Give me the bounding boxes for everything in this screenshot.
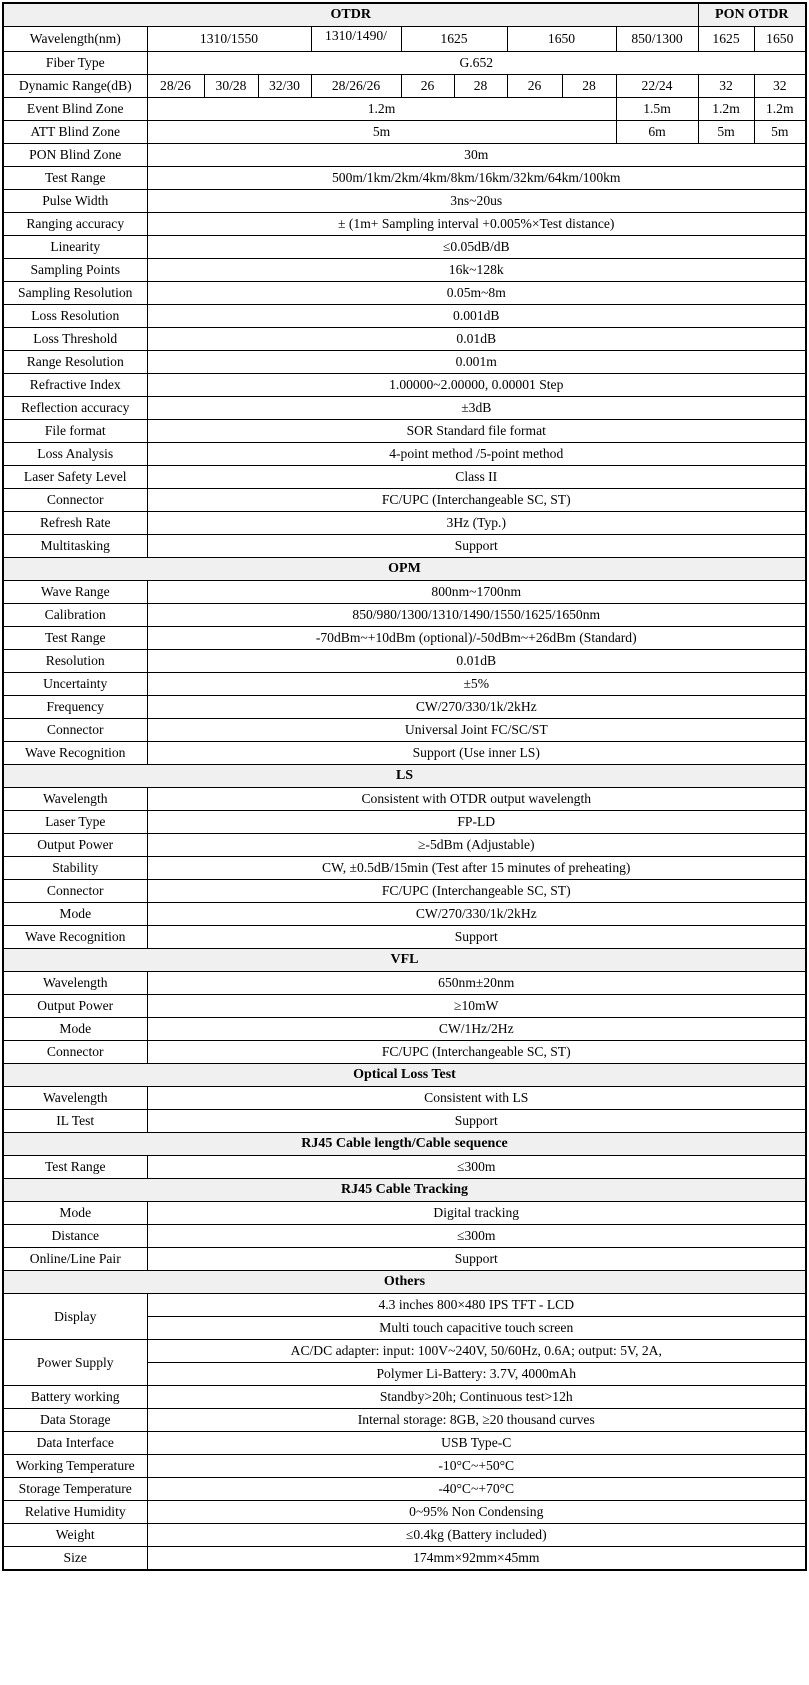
table-row [3,627,806,650]
table-row [3,1386,806,1409]
row-label: Mode [3,1018,147,1041]
row-value: 32 [698,75,754,98]
row-label: Reflection accuracy [3,397,147,420]
row-label: Relative Humidity [3,1501,147,1524]
row-label: Wave Recognition [3,926,147,949]
row-label: Connector [3,489,147,512]
section-header-row [3,1271,806,1294]
row-label: Multitasking [3,535,147,558]
spec-table [2,2,807,1571]
table-row [3,98,806,121]
table-row [3,1524,806,1547]
section-header-row [3,1133,806,1156]
table-row [3,328,806,351]
table-row [3,466,806,489]
row-value: 1625 [698,27,754,52]
row-value: 1.2m [147,98,616,121]
table-row [3,282,806,305]
table-row [3,1340,806,1363]
table-row [3,719,806,742]
row-label: Wave Range [3,581,147,604]
row-value: 1625 [401,27,507,52]
row-value: Polymer Li-Battery: 3.7V, 4000mAh [147,1363,806,1386]
row-value: ≤0.05dB/dB [147,236,806,259]
row-value: FC/UPC (Interchangeable SC, ST) [147,880,806,903]
table-row [3,1110,806,1133]
row-value: 0.05m~8m [147,282,806,305]
table-row [3,443,806,466]
table-row [3,742,806,765]
section-header-row [3,949,806,972]
row-value: 1650 [507,27,616,52]
row-value: 6m [616,121,698,144]
table-row [3,903,806,926]
row-label: Pulse Width [3,190,147,213]
row-value: Support [147,926,806,949]
table-row [3,397,806,420]
row-label: Dynamic Range(dB) [3,75,147,98]
row-value: 1.2m [698,98,754,121]
table-row [3,1501,806,1524]
row-label: Wavelength [3,1087,147,1110]
row-label: Wavelength(nm) [3,27,147,52]
row-label: Power Supply [3,1340,147,1386]
row-value: FC/UPC (Interchangeable SC, ST) [147,489,806,512]
row-label: Loss Analysis [3,443,147,466]
row-value: Class II [147,466,806,489]
row-label: Working Temperature [3,1455,147,1478]
table-row [3,305,806,328]
section-title: LS [3,765,806,788]
row-label: Calibration [3,604,147,627]
row-value: -70dBm~+10dBm (optional)/-50dBm~+26dBm (Standard) [147,627,806,650]
row-value: CW, ±0.5dB/15min (Test after 15 minutes of preheating) [147,857,806,880]
section-title: RJ45 Cable length/Cable sequence [3,1133,806,1156]
row-label: Distance [3,1225,147,1248]
table-row [3,1225,806,1248]
row-label: Wavelength [3,788,147,811]
row-label: Refractive Index [3,374,147,397]
row-value: Support [147,535,806,558]
row-label: Online/Line Pair [3,1248,147,1271]
row-value: 5m [754,121,806,144]
header-pon-otdr: PON OTDR [698,3,806,27]
table-row [3,1455,806,1478]
row-label: Display [3,1294,147,1340]
row-value: FP-LD [147,811,806,834]
table-row [3,995,806,1018]
header-otdr: OTDR [3,3,698,27]
row-label: ATT Blind Zone [3,121,147,144]
row-label: Test Range [3,627,147,650]
section-title: Others [3,1271,806,1294]
row-label: Test Range [3,1156,147,1179]
row-value: Consistent with LS [147,1087,806,1110]
row-value: 0.001m [147,351,806,374]
row-value: 3Hz (Typ.) [147,512,806,535]
table-row [3,880,806,903]
table-row [3,167,806,190]
row-value: CW/270/330/1k/2kHz [147,696,806,719]
row-label: Connector [3,1041,147,1064]
row-value: 174mm×92mm×45mm [147,1547,806,1571]
table-row [3,1156,806,1179]
row-label: Event Blind Zone [3,98,147,121]
row-label: Wavelength [3,972,147,995]
row-value: 30m [147,144,806,167]
section-header-row [3,558,806,581]
row-value: Consistent with OTDR output wavelength [147,788,806,811]
row-value: 1.5m [616,98,698,121]
table-row [3,489,806,512]
row-value: -40°C~+70°C [147,1478,806,1501]
row-label: PON Blind Zone [3,144,147,167]
row-label: Mode [3,1202,147,1225]
row-value: CW/270/330/1k/2kHz [147,903,806,926]
row-value: 1310/1490/ [311,27,401,52]
table-row [3,696,806,719]
row-label: Data Storage [3,1409,147,1432]
table-row [3,213,806,236]
table-row [3,236,806,259]
row-value: Universal Joint FC/SC/ST [147,719,806,742]
row-label: Connector [3,880,147,903]
table-row [3,788,806,811]
row-value: 32 [754,75,806,98]
table-row [3,512,806,535]
section-title: RJ45 Cable Tracking [3,1179,806,1202]
row-label: Laser Type [3,811,147,834]
table-row [3,1041,806,1064]
table-row [3,1547,806,1571]
row-value: Support (Use inner LS) [147,742,806,765]
row-value: 1310/1550 [147,27,311,52]
table-row [3,1294,806,1317]
table-row [3,1202,806,1225]
row-label: Storage Temperature [3,1478,147,1501]
row-label: Stability [3,857,147,880]
row-value: Support [147,1248,806,1271]
table-row [3,374,806,397]
row-value: AC/DC adapter: input: 100V~240V, 50/60Hz, 0.6A; output: 5V, 2A, [147,1340,806,1363]
table-row [3,1478,806,1501]
row-label: File format [3,420,147,443]
table-row [3,581,806,604]
row-value: -10°C~+50°C [147,1455,806,1478]
row-label: Battery working [3,1386,147,1409]
row-label: Ranging accuracy [3,213,147,236]
row-label: Loss Resolution [3,305,147,328]
row-label: Size [3,1547,147,1571]
row-value: FC/UPC (Interchangeable SC, ST) [147,1041,806,1064]
row-label: Output Power [3,995,147,1018]
row-value: ≤300m [147,1156,806,1179]
row-value: 26 [507,75,562,98]
row-value: 1.00000~2.00000, 0.00001 Step [147,374,806,397]
table-row [3,75,806,98]
row-value: Internal storage: 8GB, ≥20 thousand curves [147,1409,806,1432]
table-row [3,604,806,627]
table-row [3,27,806,52]
table-row [3,121,806,144]
row-label: Laser Safety Level [3,466,147,489]
row-value: 28 [454,75,507,98]
row-value: 28/26 [147,75,204,98]
table-row [3,1432,806,1455]
row-value: ±3dB [147,397,806,420]
row-value: CW/1Hz/2Hz [147,1018,806,1041]
table-row [3,144,806,167]
row-label: Frequency [3,696,147,719]
row-value: 800nm~1700nm [147,581,806,604]
table-row [3,1409,806,1432]
row-value: 5m [698,121,754,144]
table-row [3,926,806,949]
section-title: Optical Loss Test [3,1064,806,1087]
row-value: 0.001dB [147,305,806,328]
row-label: Uncertainty [3,673,147,696]
row-value: 3ns~20us [147,190,806,213]
row-label: Loss Threshold [3,328,147,351]
row-value: Support [147,1110,806,1133]
spec-table-body [3,3,806,1570]
row-label: Range Resolution [3,351,147,374]
row-value: 32/30 [258,75,311,98]
row-value: 5m [147,121,616,144]
table-row [3,834,806,857]
row-value: ≥10mW [147,995,806,1018]
section-header-row [3,1179,806,1202]
row-label: Wave Recognition [3,742,147,765]
row-value: ≥-5dBm (Adjustable) [147,834,806,857]
table-row [3,259,806,282]
row-value: 4.3 inches 800×480 IPS TFT - LCD [147,1294,806,1317]
table-header-row [3,3,806,27]
row-value: 0~95% Non Condensing [147,1501,806,1524]
row-value: 26 [401,75,454,98]
table-row [3,673,806,696]
row-label: Test Range [3,167,147,190]
row-value: 30/28 [204,75,258,98]
row-label: Mode [3,903,147,926]
row-value: Digital tracking [147,1202,806,1225]
row-label: Data Interface [3,1432,147,1455]
table-row [3,351,806,374]
table-row [3,420,806,443]
row-label: Sampling Points [3,259,147,282]
row-label: Fiber Type [3,52,147,75]
row-value: Multi touch capacitive touch screen [147,1317,806,1340]
section-header-row [3,1064,806,1087]
row-label: IL Test [3,1110,147,1133]
row-value: ±5% [147,673,806,696]
table-row [3,190,806,213]
row-value: 850/980/1300/1310/1490/1550/1625/1650nm [147,604,806,627]
row-value: 650nm±20nm [147,972,806,995]
row-label: Linearity [3,236,147,259]
row-value: USB Type-C [147,1432,806,1455]
section-title: OPM [3,558,806,581]
row-value: 0.01dB [147,650,806,673]
section-title: VFL [3,949,806,972]
row-label: Connector [3,719,147,742]
table-row [3,52,806,75]
row-value: 22/24 [616,75,698,98]
table-row [3,535,806,558]
table-row [3,857,806,880]
table-row [3,650,806,673]
table-row [3,1087,806,1110]
table-row [3,1248,806,1271]
table-row [3,972,806,995]
row-value: 28/26/26 [311,75,401,98]
row-value: 16k~128k [147,259,806,282]
row-value: 4-point method /5-point method [147,443,806,466]
row-value: 850/1300 [616,27,698,52]
row-value: 500m/1km/2km/4km/8km/16km/32km/64km/100km [147,167,806,190]
row-label: Output Power [3,834,147,857]
row-value: 0.01dB [147,328,806,351]
row-value: 28 [562,75,616,98]
row-label: Sampling Resolution [3,282,147,305]
row-value: 1.2m [754,98,806,121]
row-value: G.652 [147,52,806,75]
row-value: ≤0.4kg (Battery included) [147,1524,806,1547]
table-row [3,811,806,834]
row-label: Weight [3,1524,147,1547]
row-value: ≤300m [147,1225,806,1248]
row-value: ± (1m+ Sampling interval +0.005%×Test distance) [147,213,806,236]
table-row [3,1018,806,1041]
row-label: Refresh Rate [3,512,147,535]
section-header-row [3,765,806,788]
row-value: Standby>20h; Continuous test>12h [147,1386,806,1409]
row-value: 1650 [754,27,806,52]
row-label: Resolution [3,650,147,673]
row-value: SOR Standard file format [147,420,806,443]
